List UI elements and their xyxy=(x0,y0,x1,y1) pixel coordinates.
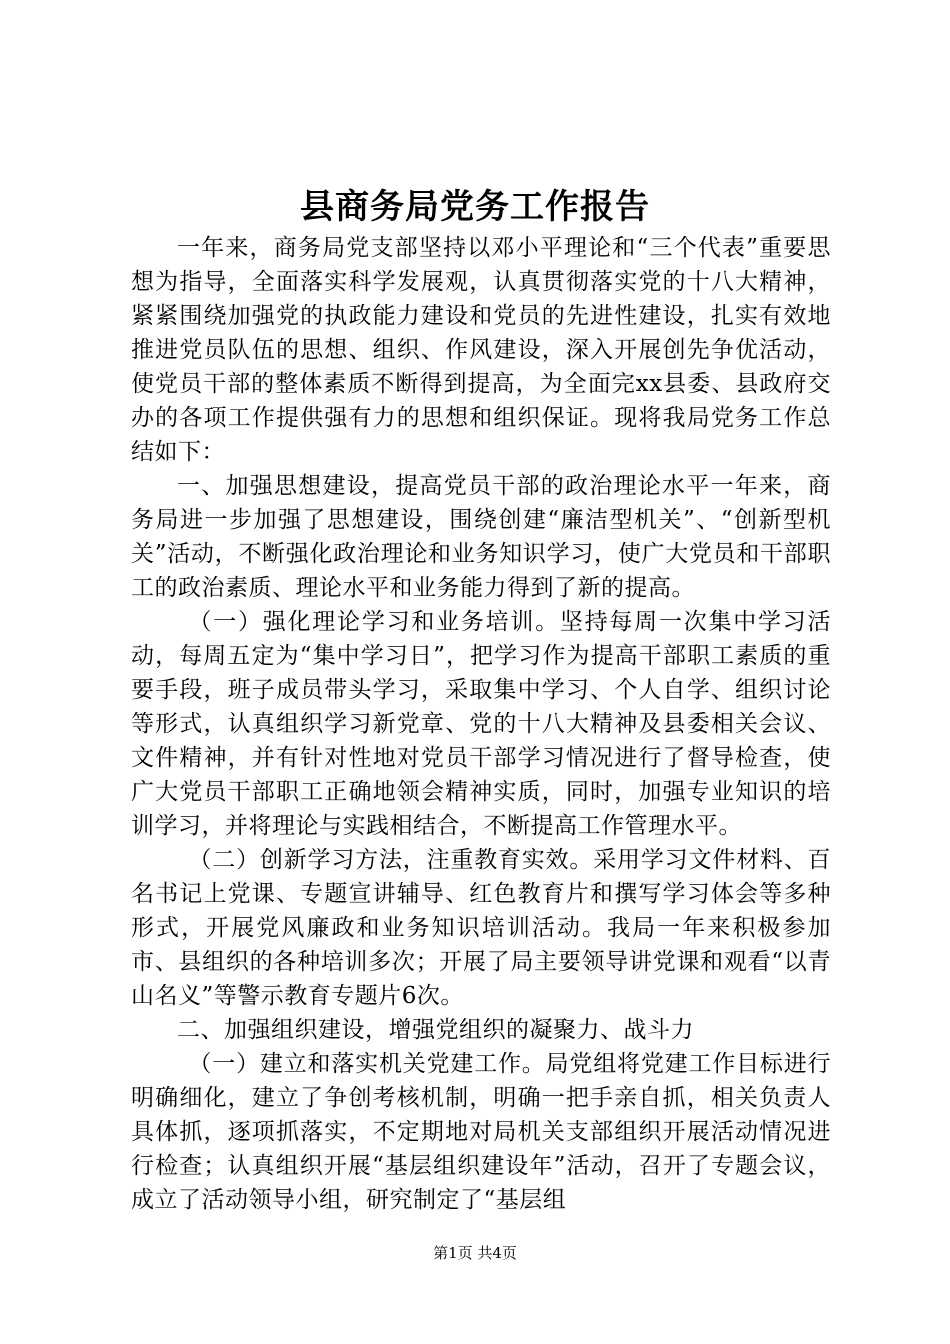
page-number-footer: 第1页 共4页 xyxy=(433,1244,517,1262)
paragraph-section-1: 一、加强思想建设，提高党员干部的政治理论水平一年来，商务局进一步加强了思想建设，围绕创建“廉洁型机关”、“创新型机关”活动，不断强化政治理论和业务知识学习，使广大党员和干部职工的政治素质、理论水平和业务能力得到了新的提高。 xyxy=(131,473,831,601)
document-body xyxy=(131,231,831,1213)
paragraph-section-1-2: （二）创新学习方法，注重教育实效。采用学习文件材料、百名书记上党课、专题宣讲辅导、红色教育片和撰写学习体会等多种形式，开展党风廉政和业务知识培训活动。我局一年来积极参加市、县组织的各种培训多次；开展了局主要领导讲党课和观看“以青山名义”等警示教育专题片6次。 xyxy=(131,847,831,1009)
paragraph-section-1-1: （一）强化理论学习和业务培训。坚持每周一次集中学习活动，每周五定为“集中学习日”，把学习作为提高干部职工素质的重要手段，班子成员带头学习，采取集中学习、个人自学、组织讨论等形式，认真组织学习新党章、党的十八大精神及县委相关会议、文件精神，并有针对性地对党员干部学习情况进行了督导检查，使广大党员干部职工正确地领会精神实质，同时，加强专业知识的培训学习，并将理论与实践相结合，不断提高工作管理水平。 xyxy=(131,609,831,839)
document-title: 县商务局党务工作报告 xyxy=(300,187,650,227)
paragraph-intro: 一年来，商务局党支部坚持以邓小平理论和“三个代表”重要思想为指导，全面落实科学发展观，认真贯彻落实党的十八大精神，紧紧围绕加强党的执政能力建设和党员的先进性建设，扎实有效地推进党员队伍的思想、组织、作风建设，深入开展创先争优活动，使党员干部的整体素质不断得到提高，为全面完xx县委、县政府交办的各项工作提供强有力的思想和组织保证。现将我局党务工作总结如下： xyxy=(131,235,831,465)
paragraph-section-2-1: （一）建立和落实机关党建工作。局党组将党建工作目标进行明确细化，建立了争创考核机制，明确一把手亲自抓，相关负责人具体抓，逐项抓落实，不定期地对局机关支部组织开展活动情况进行检查；认真组织开展“基层组织建设年”活动，召开了专题会议，成立了活动领导小组，研究制定了“基层组 xyxy=(131,1051,831,1213)
paragraph-section-2: 二、加强组织建设，增强党组织的凝聚力、战斗力 xyxy=(177,1017,694,1043)
